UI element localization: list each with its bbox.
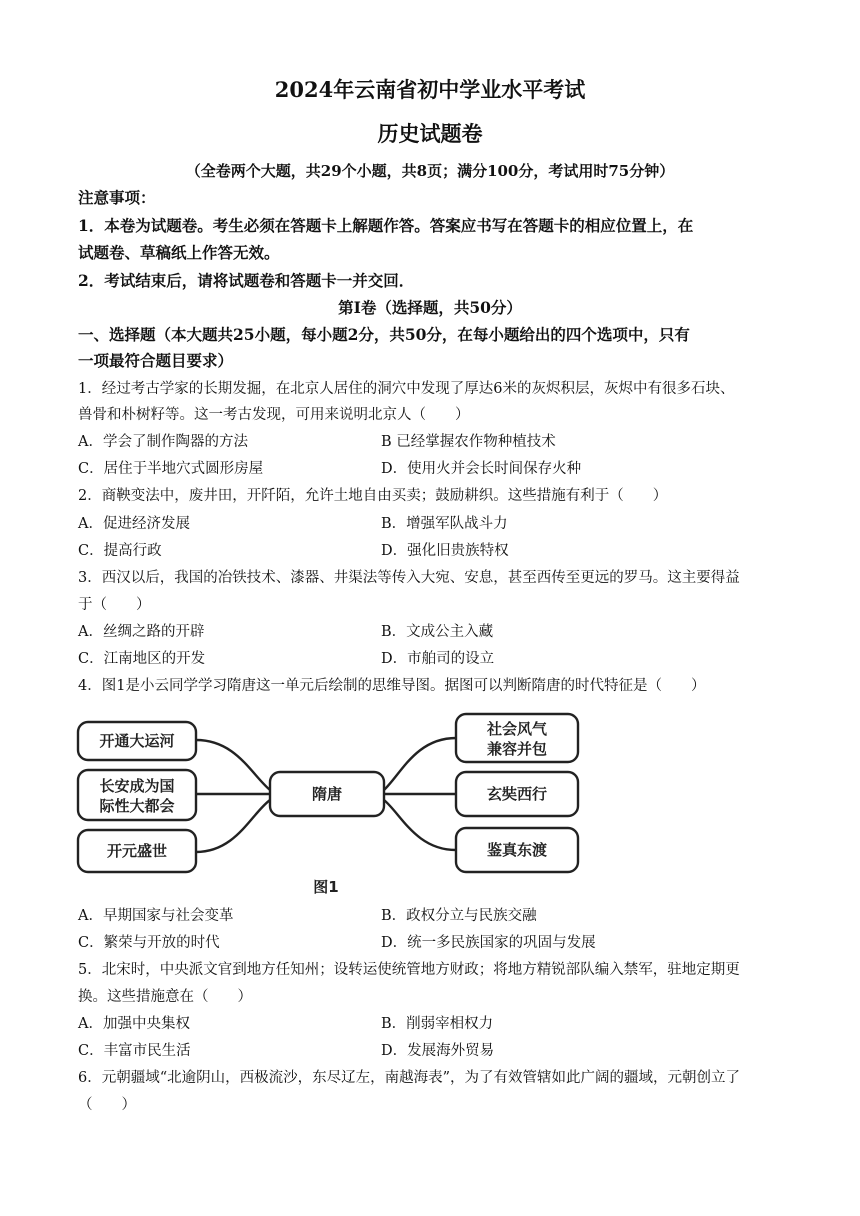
notes-item-2: 2．考试结束后，请将试题卷和答题卡一并交回． bbox=[78, 271, 415, 290]
question-4-option-b: B．政权分立与民族交融 bbox=[381, 908, 537, 924]
mind-map-label-left-2b: 际性大都会 bbox=[99, 797, 175, 815]
notes-item-1-line-2: 试题卷、草稿纸上作答无效。 bbox=[78, 243, 280, 262]
question-5-option-b: B．削弱宰相权力 bbox=[381, 1016, 494, 1032]
section-heading-line-2: 一项最符合题目要求） bbox=[78, 351, 234, 370]
mind-map-label-right-1b: 兼容并包 bbox=[486, 740, 548, 758]
mind-map-connector-left-top bbox=[196, 740, 270, 790]
question-3-option-c: C．江南地区的开发 bbox=[78, 651, 206, 667]
exam-info: （全卷两个大题，共29个小题，共8页；满分100分，考试用时75分钟） bbox=[185, 162, 675, 180]
exam-title: 2024年云南省初中学业水平考试 bbox=[274, 77, 586, 102]
question-3-option-b: B．文成公主入藏 bbox=[381, 624, 494, 640]
question-5-option-a: A．加强中央集权 bbox=[78, 1016, 190, 1032]
mind-map-label-right-2: 玄奘西行 bbox=[486, 785, 548, 803]
mind-map-label-left-1: 开通大运河 bbox=[99, 732, 175, 750]
mind-map-connector-left-bottom bbox=[196, 800, 270, 852]
notes-item-1-line-1: 1．本卷为试题卷。考生必须在答题卡上解题作答。答案应书写在答题卡的相应位置上，在 bbox=[78, 216, 694, 235]
question-3-option-a: A．丝绸之路的开辟 bbox=[78, 624, 205, 640]
mind-map-connector-right-top bbox=[384, 738, 456, 790]
question-5-option-d: D．发展海外贸易 bbox=[381, 1043, 495, 1059]
question-1-stem-line-1: 1．经过考古学家的长期发掘，在北京人居住的洞穴中发现了厚达6米的灰烬积层，灰烬中有很多石块、 bbox=[78, 381, 735, 397]
question-5-stem-line-1: 5．北宋时，中央派文官到地方任知州；设转运使统管地方财政；将地方精锐部队编入禁军，驻地定期更 bbox=[78, 962, 740, 978]
question-5-stem-line-2: 换。这些措施意在（ ） bbox=[78, 989, 252, 1005]
mind-map-label-right-3: 鉴真东渡 bbox=[486, 841, 548, 859]
question-2-option-d: D．强化旧贵族特权 bbox=[381, 543, 509, 559]
question-6-stem-line-1: 6．元朝疆域“北逾阴山，西极流沙，东尽辽左，南越海表”，为了有效管辖如此广阔的疆域，元朝创立了 bbox=[78, 1070, 741, 1086]
mind-map-connector-right-bottom bbox=[384, 800, 456, 850]
question-2-option-c: C．提高行政 bbox=[78, 543, 162, 559]
question-2-option-b: B．增强军队战斗力 bbox=[381, 516, 508, 532]
exam-subtitle: 历史试题卷 bbox=[377, 121, 483, 146]
volume-title: 第Ⅰ卷（选择题，共50分） bbox=[338, 298, 522, 317]
mind-map-caption: 图1 bbox=[313, 878, 339, 896]
question-1-option-d: D．使用火并会长时间保存火种 bbox=[381, 461, 582, 477]
question-5-option-c: C．丰富市民生活 bbox=[78, 1043, 191, 1059]
question-2-stem-line-1: 2．商鞅变法中，废井田，开阡陌，允许土地自由买卖；鼓励耕织。这些措施有利于（ ） bbox=[78, 488, 668, 504]
mind-map-figure bbox=[76, 704, 586, 900]
section-heading-line-1: 一、选择题（本大题共25小题，每小题2分，共50分，在每小题给出的四个选项中，只有 bbox=[78, 325, 690, 344]
question-4-stem-line-1: 4．图1是小云同学学习隋唐这一单元后绘制的思维导图。据图可以判断隋唐的时代特征是（ ） bbox=[78, 678, 706, 694]
question-3-stem-line-2: 于（ ） bbox=[78, 597, 151, 613]
mind-map-label-left-2a: 长安成为国 bbox=[99, 777, 175, 795]
mind-map-label-center: 隋唐 bbox=[311, 785, 343, 803]
question-3-option-d: D．市舶司的设立 bbox=[381, 651, 495, 667]
question-4-option-d: D．统一多民族国家的巩固与发展 bbox=[381, 935, 596, 951]
question-1-option-a: A．学会了制作陶器的方法 bbox=[78, 434, 248, 450]
mind-map-label-left-3: 开元盛世 bbox=[106, 842, 168, 860]
question-6-stem-line-2: （ ） bbox=[78, 1097, 136, 1113]
question-1-option-c: C．居住于半地穴式圆形房屋 bbox=[78, 461, 264, 477]
mind-map-label-right-1a: 社会风气 bbox=[486, 720, 548, 738]
question-4-option-a: A．早期国家与社会变革 bbox=[78, 908, 234, 924]
question-4-option-c: C．繁荣与开放的时代 bbox=[78, 935, 220, 951]
question-1-option-b: B 已经掌握农作物种植技术 bbox=[381, 434, 556, 450]
question-1-stem-line-2: 兽骨和朴树籽等。这一考古发现，可用来说明北京人（ ） bbox=[78, 407, 470, 423]
question-2-option-a: A．促进经济发展 bbox=[78, 516, 190, 532]
notes-heading: 注意事项： bbox=[78, 188, 156, 207]
question-3-stem-line-1: 3．西汉以后，我国的冶铁技术、漆器、井渠法等传入大宛、安息，甚至西传至更远的罗马。这主要得益 bbox=[78, 570, 740, 586]
